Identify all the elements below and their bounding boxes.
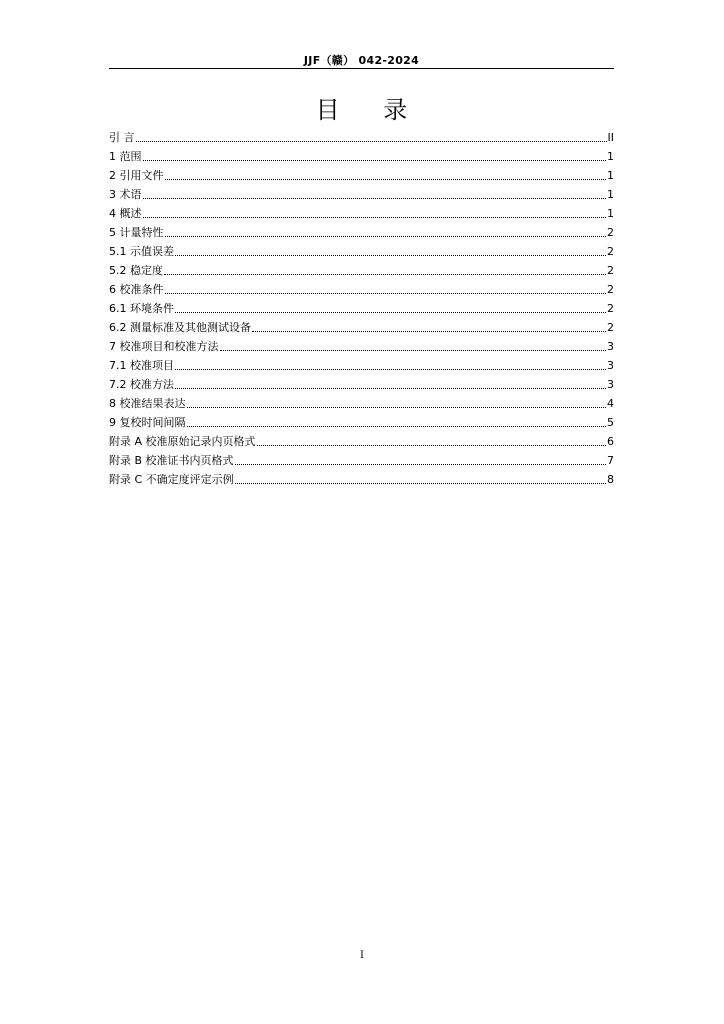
toc-entry-page: 8 (607, 473, 614, 486)
toc-entry[interactable] (109, 126, 614, 145)
toc-entry[interactable] (109, 221, 614, 240)
toc-entry-page: 1 (607, 150, 614, 163)
toc-entry-label: 5.2 稳定度 (109, 264, 163, 277)
toc-entry-label: 7 校准项目和校准方法 (109, 340, 219, 353)
toc-entry-page: II (607, 131, 614, 144)
toc-dot-leader (165, 179, 607, 180)
toc-entry-page: 2 (607, 245, 614, 258)
toc-entry-label: 6 校准条件 (109, 283, 164, 296)
toc-dot-leader (165, 236, 607, 237)
toc-entry-page: 2 (607, 264, 614, 277)
toc-dot-leader (257, 445, 606, 446)
toc-dot-leader (136, 141, 607, 142)
toc-entry-label: 6.2 测量标准及其他测试设备 (109, 321, 251, 334)
toc-entry-page: 1 (607, 188, 614, 201)
toc-entry[interactable] (109, 202, 614, 221)
toc-entry[interactable] (109, 316, 614, 335)
toc-entry[interactable] (109, 145, 614, 164)
toc-entry[interactable] (109, 392, 614, 411)
toc-dot-leader (175, 369, 606, 370)
toc-entry[interactable] (109, 164, 614, 183)
toc-entry[interactable] (109, 259, 614, 278)
toc-dot-leader (220, 350, 607, 351)
toc-entry-page: 2 (607, 283, 614, 296)
toc-entry-label: 引 言 (109, 131, 135, 144)
toc-entry-label: 附录 B 校准证书内页格式 (109, 454, 234, 467)
header-rule (109, 68, 614, 69)
toc-entry-label: 5 计量特性 (109, 226, 164, 239)
toc-entry-label: 1 范围 (109, 150, 142, 163)
page-title: 目 录 (315, 96, 426, 124)
toc-entry-label: 8 校准结果表达 (109, 397, 186, 410)
toc-entry[interactable] (109, 354, 614, 373)
toc-entry-page: 2 (607, 321, 614, 334)
toc-entry[interactable] (109, 278, 614, 297)
toc-entry-page: 3 (607, 340, 614, 353)
toc-entry-page: 7 (607, 454, 614, 467)
toc-entry-page: 2 (607, 302, 614, 315)
toc-entry[interactable] (109, 373, 614, 392)
toc-entry-label: 3 术语 (109, 188, 142, 201)
toc-dot-leader (165, 293, 607, 294)
toc-dot-leader (164, 274, 606, 275)
toc-entry-label: 5.1 示值误差 (109, 245, 174, 258)
toc-entry[interactable] (109, 335, 614, 354)
toc-entry[interactable] (109, 430, 614, 449)
toc-dot-leader (175, 388, 606, 389)
toc-entry-page: 2 (607, 226, 614, 239)
table-of-contents (109, 126, 614, 487)
toc-entry[interactable] (109, 297, 614, 316)
toc-entry-label: 2 引用文件 (109, 169, 164, 182)
toc-entry-page: 1 (607, 169, 614, 182)
toc-entry-label: 7.2 校准方法 (109, 378, 174, 391)
toc-entry[interactable] (109, 240, 614, 259)
toc-entry-page: 1 (607, 207, 614, 220)
toc-entry-page: 5 (607, 416, 614, 429)
toc-entry-page: 6 (607, 435, 614, 448)
toc-dot-leader (187, 407, 607, 408)
toc-entry-page: 3 (607, 359, 614, 372)
toc-dot-leader (175, 312, 606, 313)
toc-dot-leader (143, 198, 607, 199)
toc-entry-label: 4 概述 (109, 207, 142, 220)
toc-entry[interactable] (109, 449, 614, 468)
toc-dot-leader (187, 426, 607, 427)
toc-entry-label: 7.1 校准项目 (109, 359, 174, 372)
toc-dot-leader (235, 483, 606, 484)
toc-dot-leader (235, 464, 606, 465)
footer-page-number: I (360, 950, 364, 961)
toc-entry[interactable] (109, 411, 614, 430)
toc-dot-leader (143, 217, 607, 218)
toc-dot-leader (175, 255, 606, 256)
toc-entry[interactable] (109, 468, 614, 487)
toc-entry-label: 9 复校时间间隔 (109, 416, 186, 429)
toc-entry-label: 附录 A 校准原始记录内页格式 (109, 435, 256, 448)
toc-entry-page: 4 (607, 397, 614, 410)
toc-dot-leader (252, 331, 606, 332)
toc-dot-leader (143, 160, 607, 161)
toc-entry-label: 6.1 环境条件 (109, 302, 174, 315)
toc-entry-page: 3 (607, 378, 614, 391)
toc-entry[interactable] (109, 183, 614, 202)
running-header: JJF（赣） 042-2024 (303, 54, 420, 67)
toc-entry-label: 附录 C 不确定度评定示例 (109, 473, 234, 486)
